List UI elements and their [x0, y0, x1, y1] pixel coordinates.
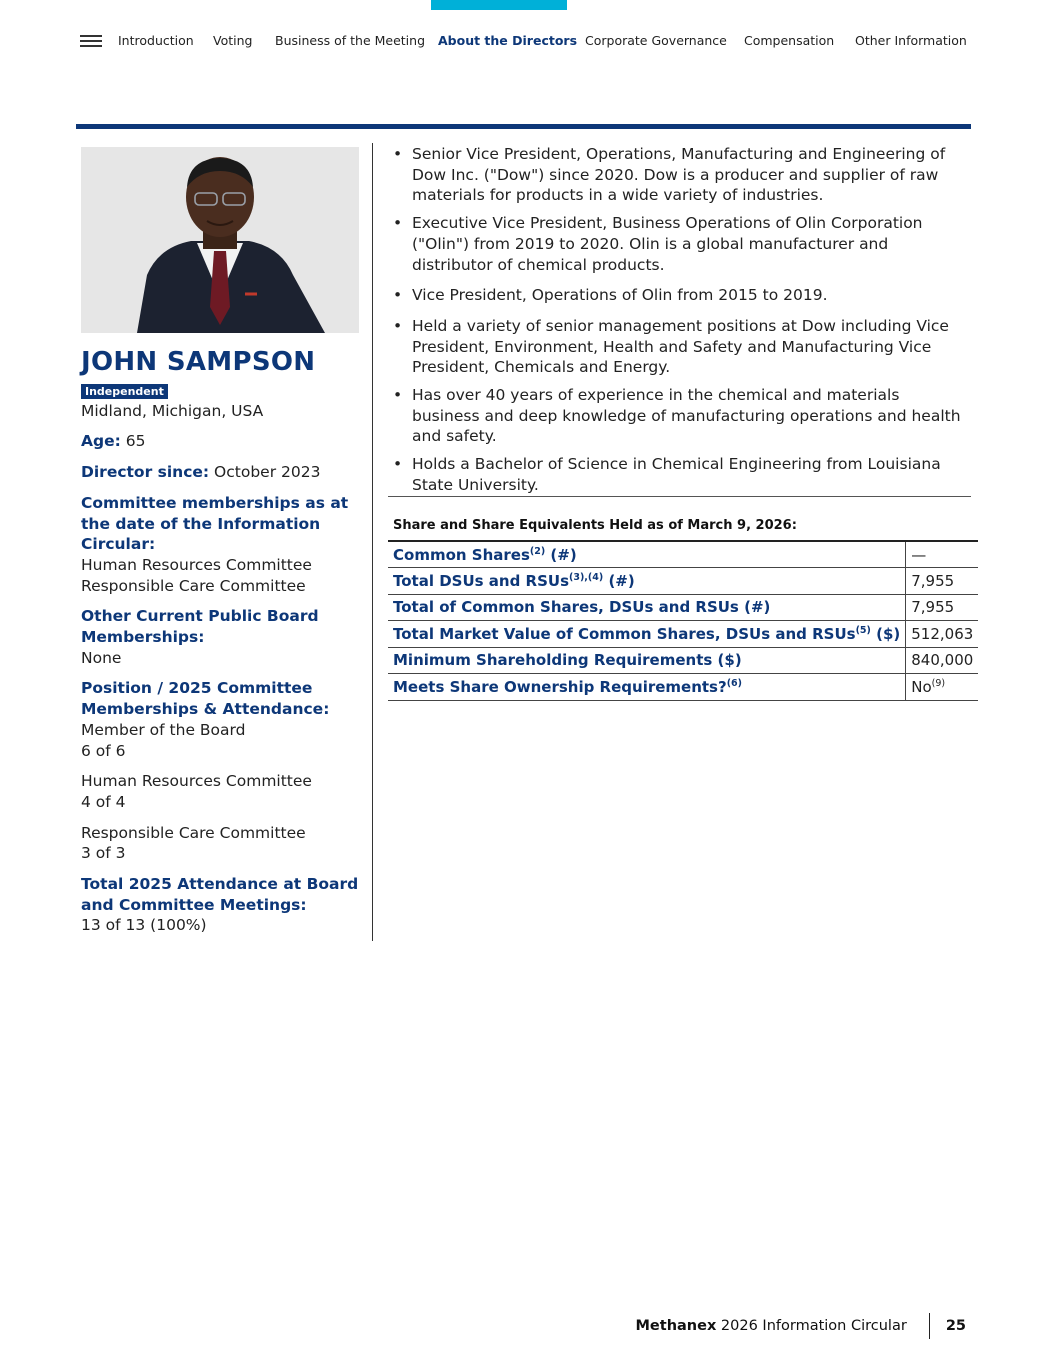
other-public-boards: Other Current Public Board Memberships: None [81, 607, 319, 667]
total-attendance: Total 2025 Attendance at Board and Committee Meetings: 13 of 13 (100%) [81, 875, 359, 935]
table-row: Total DSUs and RSUs$^{(3),(4)}$ (#) 7,955 [388, 568, 978, 595]
independent-badge: Independent [81, 384, 168, 399]
nav-compensation[interactable]: Compensation [744, 33, 835, 48]
shares-table-title: Share and Share Equivalents Held as of March 9, 2026: [393, 518, 797, 533]
bio-item: • Held a variety of senior management positions at Dow including Vice President, Environment, Health and Safety and Manufacturing Vice President, Chemicals and Energy. [390, 316, 970, 378]
committee-memberships: Committee memberships as at the date of the Information Circular: Human Resources Committee Responsible Care Committee [81, 493, 349, 595]
nav-other-information[interactable]: Other Information [855, 33, 967, 48]
active-tab-indicator [431, 0, 567, 10]
shares-table [388, 540, 978, 701]
director-since: Director since: October 2023 [81, 463, 321, 482]
bio-item: • Holds a Bachelor of Science in Chemical Engineering from Louisiana State University. [390, 454, 970, 495]
director-name: JOHN SAMPSON [81, 347, 316, 377]
section-nav [0, 33, 1048, 53]
director-age: Age: 65 [81, 432, 146, 451]
bio-item: • Senior Vice President, Operations, Manufacturing and Engineering of Dow Inc. ("Dow") since 2020. Dow is a producer and supplier of raw materials for products in a wide variety of industries. [390, 144, 970, 206]
nav-corporate-governance[interactable]: Corporate Governance [585, 33, 727, 48]
table-row: Common Shares$^{(2)}$ (#) — [388, 541, 978, 568]
nav-business-of-the-meeting[interactable]: Business of the Meeting [275, 33, 425, 48]
table-divider [388, 496, 971, 497]
footer-separator [929, 1313, 930, 1339]
director-portrait [81, 147, 359, 333]
director-location: Midland, Michigan, USA [81, 401, 264, 420]
attendance-hr: Human Resources Committee 4 of 4 [81, 772, 312, 811]
column-divider [372, 143, 373, 941]
section-divider [76, 124, 971, 129]
bio-item: • Has over 40 years of experience in the chemical and materials business and deep knowledge of manufacturing operations and health and safety. [390, 385, 970, 447]
footer-brand: Methanex [635, 1318, 717, 1334]
nav-about-the-directors[interactable]: About the Directors [438, 33, 578, 48]
director-profile [81, 345, 366, 936]
table-row: Minimum Shareholding Requirements ($) 840,000 [388, 647, 978, 674]
nav-introduction[interactable]: Introduction [118, 33, 194, 48]
page-footer [636, 1315, 967, 1337]
bio-list [390, 144, 970, 503]
page-number: 25 [945, 1318, 966, 1334]
table-row: Meets Share Ownership Requirements?$^{(6)}$ No$^{(9)}$ [388, 674, 978, 701]
table-row: Total Market Value of Common Shares, DSUs and RSUs$^{(5)}$ ($) 512,063 [388, 621, 978, 648]
table-row: Total of Common Shares, DSUs and RSUs (#) 7,955 [388, 594, 978, 621]
attendance-section: Position / 2025 Committee Memberships & Attendance: Member of the Board 6 of 6 [81, 679, 330, 760]
footer-title: 2026 Information Circular [720, 1318, 907, 1334]
bio-item: • Executive Vice President, Business Operations of Olin Corporation ("Olin") from 2019 to 2020. Olin is a global manufacturer and distributor of chemical products. [390, 213, 970, 275]
nav-voting[interactable]: Voting [213, 33, 253, 48]
bio-item: • Vice President, Operations of Olin from 2015 to 2019. [390, 285, 970, 306]
attendance-rc: Responsible Care Committee 3 of 3 [81, 823, 306, 863]
